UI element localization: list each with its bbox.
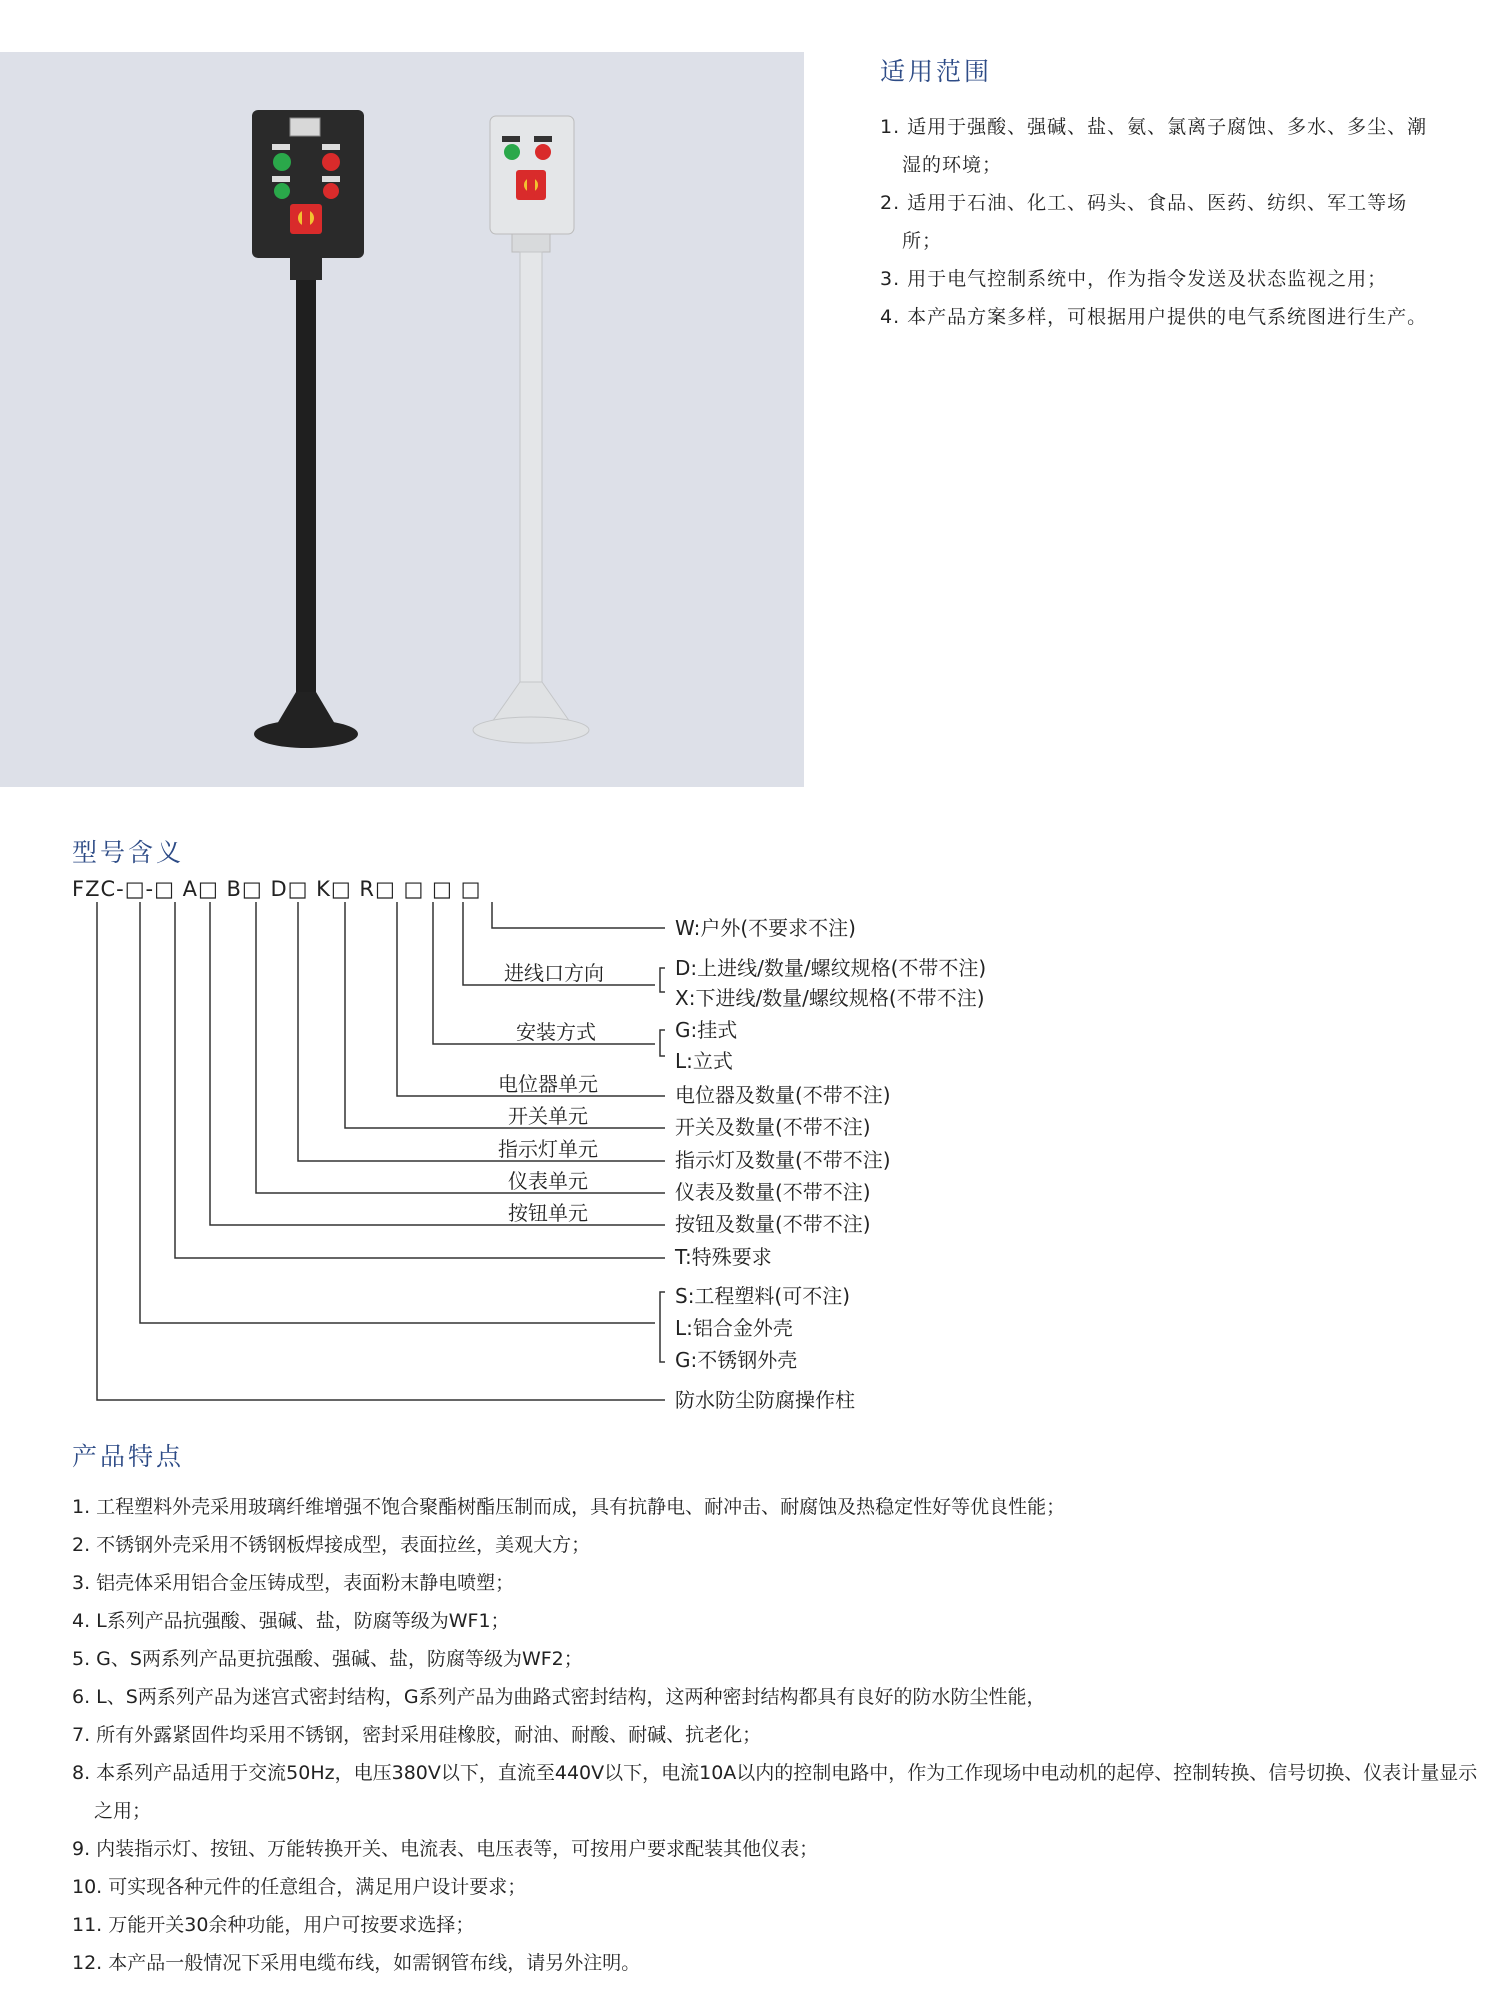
product-illustration [0, 52, 804, 787]
desc-a: 按钮及数量(不带不注) [675, 1212, 871, 1236]
scope-item: 4. 本产品方案多样，可根据用户提供的电气系统图进行生产。 [880, 306, 1428, 328]
feature-item: 2. 不锈钢外壳采用不锈钢板焊接成型，表面拉丝，美观大方； [72, 1534, 591, 1556]
feature-item: 12. 本产品一般情况下采用电缆布线，如需钢管布线，请另外注明。 [72, 1952, 641, 1974]
feature-item: 9. 内装指示灯、按钮、万能转换开关、电流表、电压表等，可按用户要求配装其他仪表； [72, 1838, 819, 1860]
label-pot-unit: 电位器单元 [498, 1072, 598, 1096]
desc-l: L:铝合金外壳 [675, 1316, 793, 1340]
feature-item: 5. G、S两系列产品更抗强酸、强碱、盐，防腐等级为WF2； [72, 1648, 583, 1670]
scope-list [880, 108, 1440, 336]
desc-r: 电位器及数量(不带不注) [675, 1083, 891, 1107]
scope-item: 3. 用于电气控制系统中，作为指令发送及状态监视之用； [880, 268, 1388, 290]
scope-item: 1. 适用于强酸、强碱、盐、氨、氯离子腐蚀、多水、多尘、潮湿的环境； [880, 116, 1428, 176]
feature-item: 10. 可实现各种元件的任意组合，满足用户设计要求； [72, 1876, 527, 1898]
feature-item: 1. 工程塑料外壳采用玻璃纤维增强不饱合聚酯树酯压制而成，具有抗静电、耐冲击、耐腐蚀及热稳定性好等优良性能； [72, 1496, 1066, 1518]
feature-item: 8. 本系列产品适用于交流50Hz，电压380V以下，直流至440V以下，电流10A以内的控制电路中，作为工作现场中电动机的起停、控制转换、信号切换、仪表计量显示之用； [72, 1762, 1478, 1822]
desc-d-lamp: 指示灯及数量(不带不注) [675, 1148, 891, 1172]
desc-g-hang: G:挂式 [675, 1018, 738, 1042]
model-diagram [0, 880, 1100, 1420]
desc-fzc: 防水防尘防腐操作柱 [675, 1388, 855, 1412]
desc-t: T:特殊要求 [675, 1245, 772, 1269]
desc-x: X:下进线/数量/螺纹规格(不带不注) [675, 986, 985, 1010]
desc-g: G:不锈钢外壳 [675, 1348, 798, 1372]
desc-b: 仪表及数量(不带不注) [675, 1180, 871, 1204]
white-operating-column [473, 116, 589, 743]
desc-s: S:工程塑料(可不注) [675, 1284, 851, 1308]
label-meter-unit: 仪表单元 [508, 1169, 588, 1193]
product-photo [0, 52, 804, 787]
feature-item: 7. 所有外露紧固件均采用不锈钢，密封采用硅橡胶，耐油、耐酸、耐碱、抗老化； [72, 1724, 762, 1746]
features-title: 产品特点 [72, 1442, 185, 1471]
scope-title: 适用范围 [880, 57, 993, 86]
model-code: FZC-□-□ A□ B□ D□ K□ R□ □ □ □ [72, 877, 482, 901]
features-list [72, 1488, 1482, 1982]
feature-item: 11. 万能开关30余种功能，用户可按要求选择； [72, 1914, 475, 1936]
label-mounting: 安装方式 [516, 1020, 596, 1044]
desc-k: 开关及数量(不带不注) [675, 1115, 871, 1139]
feature-item: 3. 铝壳体采用铝合金压铸成型，表面粉末静电喷塑； [72, 1572, 515, 1594]
desc-d: D:上进线/数量/螺纹规格(不带不注) [675, 956, 987, 980]
label-button-unit: 按钮单元 [508, 1201, 588, 1225]
label-inlet-direction: 进线口方向 [504, 961, 604, 985]
feature-item: 4. L系列产品抗强酸、强碱、盐，防腐等级为WF1； [72, 1610, 510, 1632]
desc-w: W:户外(不要求不注) [675, 916, 856, 940]
model-title: 型号含义 [72, 838, 185, 867]
desc-l-stand: L:立式 [675, 1049, 733, 1073]
feature-item: 6. L、S两系列产品为迷宫式密封结构，G系列产品为曲路式密封结构，这两种密封结构都具有良好的防水防尘性能， [72, 1686, 1046, 1708]
label-switch-unit: 开关单元 [508, 1104, 588, 1128]
scope-item: 2. 适用于石油、化工、码头、食品、医药、纺织、军工等场所； [880, 192, 1408, 252]
black-operating-column [252, 110, 364, 748]
label-lamp-unit: 指示灯单元 [498, 1137, 598, 1161]
